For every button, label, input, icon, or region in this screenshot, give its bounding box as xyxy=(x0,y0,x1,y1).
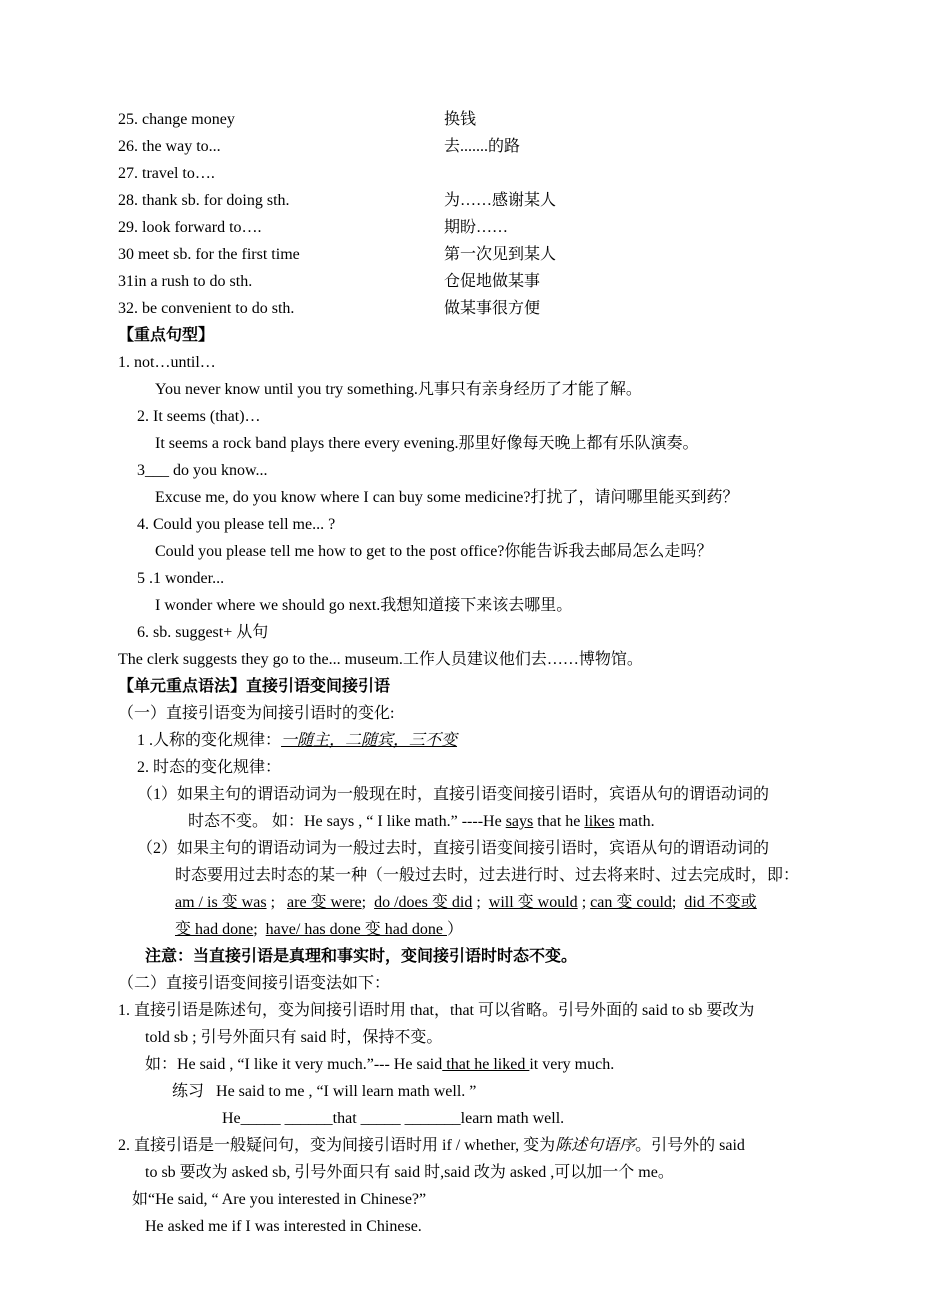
pattern-2-title: 2. It seems (that)… xyxy=(137,408,261,425)
question-rule-end: 。引号外的 said xyxy=(635,1137,745,1154)
phrase-en-31: 31in a rush to do sth. xyxy=(118,273,253,290)
question-rule-line2: to sb 要改为 asked sb, 引号外面只有 said 时,said 改为 asked ,可以加一个 me。 xyxy=(145,1164,674,1181)
phrase-en-29: 29. look forward to…. xyxy=(118,219,262,236)
case1-likes: likes xyxy=(584,813,615,830)
change-are: are 变 were xyxy=(287,894,362,911)
tense-case2-line2: 时态要用过去时态的某一种（一般过去时，过去进行时、过去将来时、过去完成时，即： xyxy=(175,867,800,884)
change-did-b: 变 had done xyxy=(175,921,254,938)
statement-rule-line2: told sb ; 引号外面只有 said 时，保持不变。 xyxy=(145,1029,443,1046)
case1-says: says xyxy=(505,813,534,830)
case1-end: math. xyxy=(614,813,655,830)
phrase-en-27: 27. travel to…. xyxy=(118,165,215,182)
pattern-6-example: The clerk suggests they go to the... museum.工作人员建议他们去……博物馆。 xyxy=(118,651,643,668)
tense-note: 注意：当直接引语是真理和事实时，变间接引语时时态不变。 xyxy=(145,948,578,965)
practice-sentence: He said to me , “I will learn math well. ” xyxy=(216,1083,477,1100)
person-rule xyxy=(137,731,457,751)
pattern-2-example: It seems a rock band plays there every evening.那里好像每天晚上都有乐队演奏。 xyxy=(155,435,699,452)
sentence-patterns-heading: 【重点句型】 xyxy=(118,327,215,344)
pattern-3-title: 3___ do you know... xyxy=(137,462,268,479)
tense-case1-line2 xyxy=(188,812,655,832)
change-have-has: have/ has done 变 had done xyxy=(265,921,447,938)
phrase-en-32: 32. be convenient to do sth. xyxy=(118,300,295,317)
pattern-5-title: 5 .1 wonder... xyxy=(137,570,225,587)
tense-case1-line1: （1）如果主句的谓语动词为一般现在时，直接引语变间接引语时，宾语从句的谓语动词的 xyxy=(137,786,770,803)
question-example: 如“He said, “ Are you interested in Chinese?” xyxy=(132,1191,427,1208)
case1-example-start: 时态不变。 如：He says , “ I like math.” ----He xyxy=(188,813,506,830)
phrase-zh-29: 期盼…… xyxy=(444,219,509,236)
statement-example-end: it very much. xyxy=(529,1056,615,1073)
phrase-zh-32: 做某事很方便 xyxy=(444,300,541,317)
change-will: will 变 would xyxy=(488,894,578,911)
change-am-is: am / is 变 was xyxy=(175,894,267,911)
change-did-a: did 不变或 xyxy=(684,894,757,911)
pattern-4-title: 4. Could you please tell me... ? xyxy=(137,516,336,533)
pattern-6-title: 6. sb. suggest+ 从句 xyxy=(137,624,269,641)
tense-rule-label: 2. 时态的变化规律： xyxy=(137,759,282,776)
phrase-en-28: 28. thank sb. for doing sth. xyxy=(118,192,290,209)
pattern-1-title: 1. not…until… xyxy=(118,354,216,371)
phrase-zh-31: 仓促地做某事 xyxy=(444,273,541,290)
tense-changes-line2: 变 had done; have/ has done 变 had done ） xyxy=(175,921,463,938)
question-rule-line1 xyxy=(118,1136,745,1156)
pattern-4-example: Could you please tell me how to get to the post office?你能告诉我去邮局怎么走吗？ xyxy=(155,543,713,560)
practice-line xyxy=(172,1082,476,1102)
grammar-heading: 【单元重点语法】直接引语变间接引语 xyxy=(118,678,391,695)
practice-label: 练习 xyxy=(172,1083,205,1100)
grammar-part2-title: （二）直接引语变间接引语变法如下： xyxy=(118,975,391,992)
tense-changes-line1: am / is 变 was ; are 变 were; do /does 变 did ; will 变 would ; can 变 could; did 不变或 xyxy=(175,894,757,911)
grammar-part1-title: （一）直接引语变为间接引语时的变化: xyxy=(118,705,395,722)
pattern-1-example: You never know until you try something.凡事只有亲身经历了才能了解。 xyxy=(155,381,642,398)
statement-rule-line1: 1. 直接引语是陈述句，变为间接引语时用 that，that 可以省略。引号外面的 said to sb 要改为 xyxy=(118,1002,755,1019)
person-rule-label: 1 .人称的变化规律： xyxy=(137,732,282,749)
pattern-3-example: Excuse me, do you know where I can buy some medicine?打扰了，请问哪里能买到药？ xyxy=(155,489,739,506)
change-can: can 变 could xyxy=(590,894,672,911)
phrase-zh-25: 换钱 xyxy=(444,111,477,128)
phrase-en-25: 25. change money xyxy=(118,111,235,128)
statement-example-underlined: that he liked xyxy=(442,1056,530,1073)
statement-example-start: 如：He said , “I like it very much.”--- He said xyxy=(145,1056,443,1073)
phrase-en-30: 30 meet sb. for the first time xyxy=(118,246,300,263)
case1-mid: that he xyxy=(533,813,585,830)
phrase-en-26: 26. the way to... xyxy=(118,138,221,155)
phrase-zh-28: 为……感谢某人 xyxy=(444,192,557,209)
tense-case2-line1: （2）如果主句的谓语动词为一般过去时，直接引语变间接引语时，宾语从句的谓语动词的 xyxy=(137,840,770,857)
question-rule-word-order: 陈述句语序 xyxy=(555,1137,636,1154)
person-rule-value: 一随主，二随宾，三不变 xyxy=(281,732,458,749)
practice-answer: He_____ ______that _____ _______learn math well. xyxy=(222,1110,565,1127)
question-rule-start: 2. 直接引语是一般疑问句，变为间接引语时用 if / whether, 变为 xyxy=(118,1137,556,1154)
change-do-does: do /does 变 did xyxy=(374,894,473,911)
statement-example xyxy=(145,1055,614,1075)
question-example-answer: He asked me if I was interested in Chinese. xyxy=(145,1218,422,1235)
pattern-5-example: I wonder where we should go next.我想知道接下来该去哪里。 xyxy=(155,597,573,614)
phrase-zh-26: 去.......的路 xyxy=(444,138,521,155)
phrase-zh-30: 第一次见到某人 xyxy=(444,246,557,263)
